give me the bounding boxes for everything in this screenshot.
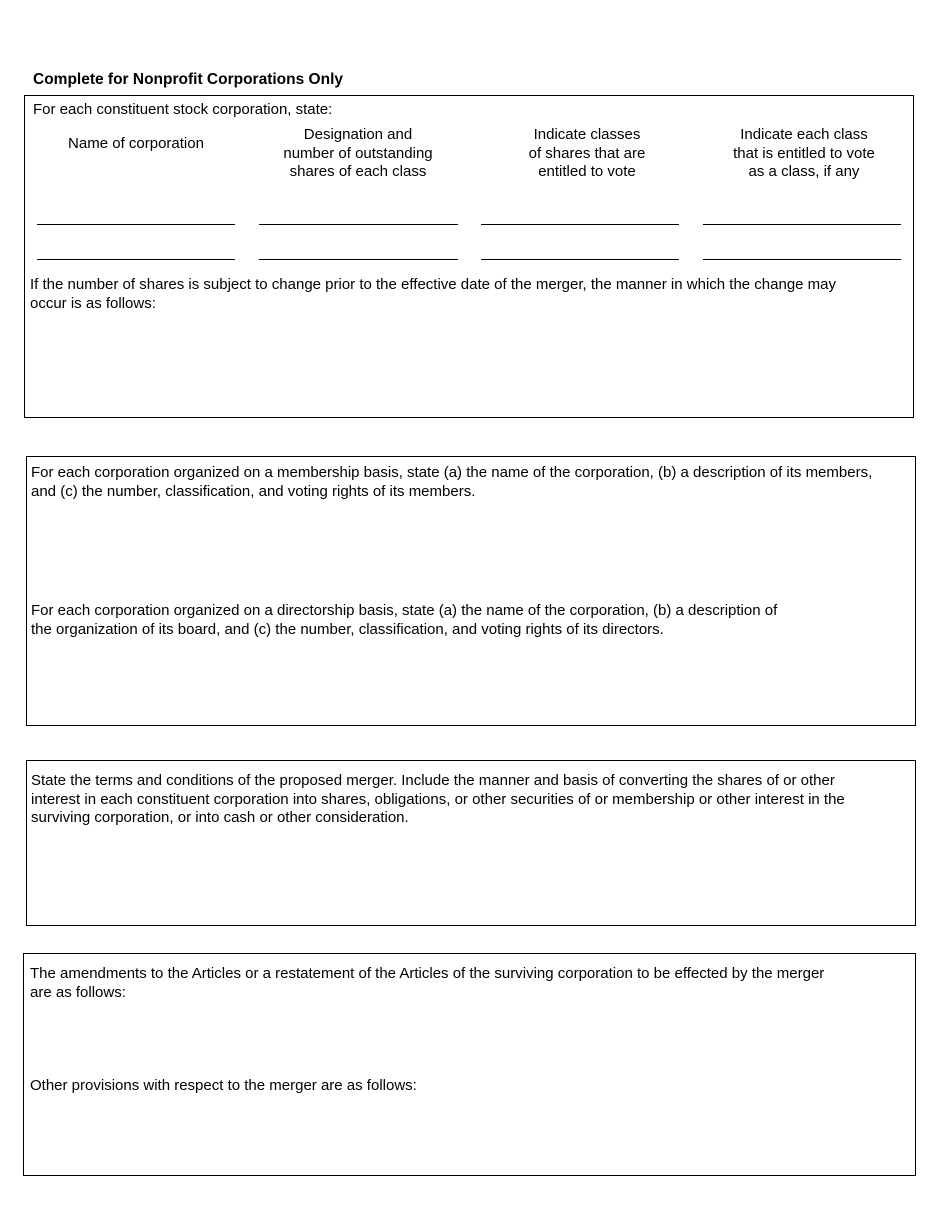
name-field-row1[interactable]: [37, 224, 235, 225]
column-header-designation: Designation and number of outstanding shares of each class: [283, 126, 433, 180]
directorship-text-line2: the organization of its board, and (c) the number, classification, and voting rights of its directors.: [31, 621, 664, 638]
terms-answer-area[interactable]: [31, 832, 909, 920]
designation-field-row2[interactable]: [259, 259, 458, 260]
class-vote-field-row1[interactable]: [703, 224, 901, 225]
stock-intro: For each constituent stock corporation, state:: [33, 101, 333, 118]
share-change-answer-area[interactable]: [30, 318, 906, 412]
name-field-row2[interactable]: [37, 259, 235, 260]
other-provisions-text: Other provisions with respect to the merger are as follows:: [30, 1077, 417, 1094]
column-header-voting-classes: Indicate classes of shares that are entitled to vote: [528, 126, 646, 180]
terms-text-line1: State the terms and conditions of the proposed merger. Include the manner and basis of converting the shares of or other: [31, 772, 835, 789]
terms-text-line2: interest in each constituent corporation into shares, obligations, or other securities of or membership or other interest in the: [31, 791, 845, 808]
column-header-name: Name of corporation: [68, 135, 204, 152]
share-change-note-line1: If the number of shares is subject to change prior to the effective date of the merger, the manner in which the change may: [30, 276, 837, 293]
amendments-answer-area[interactable]: [30, 1006, 910, 1072]
amendments-text-line1: The amendments to the Articles or a restatement of the Articles of the surviving corporation to be effected by the merger: [30, 965, 825, 982]
amendments-text-line2: are as follows:: [30, 984, 126, 1001]
section-title: Complete for Nonprofit Corporations Only: [33, 71, 343, 88]
membership-text-line2: and (c) the number, classification, and voting rights of its members.: [31, 483, 476, 500]
voting-classes-field-row1[interactable]: [481, 224, 679, 225]
designation-field-row1[interactable]: [259, 224, 458, 225]
terms-text-line3: surviving corporation, or into cash or other consideration.: [31, 809, 409, 826]
column-header-class-vote: Indicate each class that is entitled to vote as a class, if any: [733, 126, 875, 180]
other-provisions-answer-area[interactable]: [30, 1100, 910, 1170]
class-vote-field-row2[interactable]: [703, 259, 901, 260]
voting-classes-field-row2[interactable]: [481, 259, 679, 260]
share-change-note-line2: occur is as follows:: [30, 295, 156, 312]
membership-text-line1: For each corporation organized on a membership basis, state (a) the name of the corporation, (b) a description of its members,: [31, 464, 873, 481]
directorship-answer-area[interactable]: [31, 644, 909, 720]
membership-answer-area[interactable]: [31, 506, 909, 596]
directorship-text-line1: For each corporation organized on a directorship basis, state (a) the name of the corporation, (b) a description of: [31, 602, 778, 619]
